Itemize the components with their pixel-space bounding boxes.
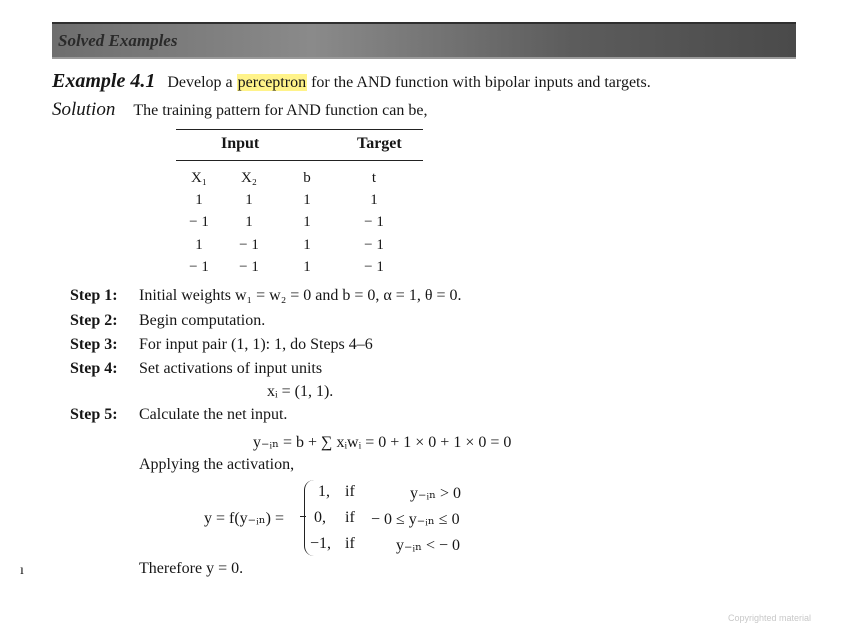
table-cell: − 1: [239, 259, 259, 275]
solution-text: The training pattern for AND function can be,: [133, 102, 428, 119]
column-header-x2: X₂: [240, 170, 258, 186]
step-5-text: Calculate the net input.: [139, 406, 288, 423]
table-cell: 1: [303, 214, 311, 230]
step-2-text: Begin computation.: [139, 312, 266, 329]
table-cell: 1: [303, 192, 311, 208]
column-header-t: t: [371, 170, 377, 186]
step-4-label: Step 4:: [70, 360, 118, 377]
step-1-label: Step 1:: [70, 287, 118, 304]
table-cell: − 1: [239, 237, 259, 253]
table-cell: − 1: [364, 214, 384, 230]
table-cell: − 1: [189, 259, 209, 275]
section-banner: [52, 22, 796, 59]
table-cell: 1: [195, 192, 203, 208]
table-cell: 1: [245, 192, 253, 208]
case-2-condition: − 0 ≤ y₋ᵢₙ ≤ 0: [371, 511, 460, 528]
step-3-label: Step 3:: [70, 336, 118, 353]
therefore-text: Therefore y = 0.: [139, 560, 244, 577]
solution-label: Solution: [52, 99, 116, 120]
step-4-text: Set activations of input units: [139, 360, 323, 377]
step-1-text: Initial weights w₁ = w₂ = 0 and b = 0, α = 1, θ = 0.: [139, 287, 462, 304]
step-3-text: For input pair (1, 1): 1, do Steps 4–6: [139, 336, 373, 353]
applying-activation-text: Applying the activation,: [139, 456, 295, 473]
case-3-value: −1,: [310, 535, 332, 552]
highlighted-term: perceptron: [237, 74, 307, 91]
table-cell: − 1: [364, 237, 384, 253]
example-text-after: for the AND function with bipolar inputs and targets.: [311, 74, 651, 91]
table-cell: 1: [303, 237, 311, 253]
example-label: Example 4.1: [52, 70, 156, 92]
solution-line: [52, 99, 427, 121]
case-1-if: if: [345, 483, 355, 500]
margin-mark: ı: [20, 563, 24, 578]
case-3-if: if: [345, 535, 355, 552]
case-3-condition: y₋ᵢₙ < − 0: [396, 537, 461, 554]
column-header-x1: X₁: [190, 170, 208, 186]
table-cell: − 1: [364, 259, 384, 275]
case-2-value: 0,: [314, 509, 326, 526]
copyright-watermark: Copyrighted material: [728, 613, 812, 623]
table-header-rule: [176, 160, 423, 161]
table-cell: 1: [303, 259, 311, 275]
table-header-target: Target: [357, 135, 402, 152]
piecewise-brace-tip: [300, 516, 306, 517]
step-5-label: Step 5:: [70, 406, 118, 423]
table-header-input: Input: [221, 135, 260, 152]
table-top-rule: [176, 129, 423, 130]
column-header-b: b: [303, 170, 311, 186]
table-cell: 1: [245, 214, 253, 230]
case-1-condition: y₋ᵢₙ > 0: [410, 485, 462, 502]
table-cell: 1: [370, 192, 378, 208]
table-cell: 1: [195, 237, 203, 253]
table-cell: − 1: [189, 214, 209, 230]
example-heading: [52, 70, 651, 93]
step-2-label: Step 2:: [70, 312, 118, 329]
case-1-value: 1,: [318, 483, 330, 500]
input-activation-equation: xᵢ = (1, 1).: [267, 383, 334, 400]
activation-function-lhs: y = f(y₋ᵢₙ) =: [204, 510, 285, 527]
case-2-if: if: [345, 509, 355, 526]
example-text-before: Develop a: [167, 74, 233, 91]
net-input-equation: y₋ᵢₙ = b + ∑ xᵢwᵢ = 0 + 1 × 0 + 1 × 0 = 0: [253, 434, 512, 451]
section-title: Solved Examples: [58, 31, 178, 50]
